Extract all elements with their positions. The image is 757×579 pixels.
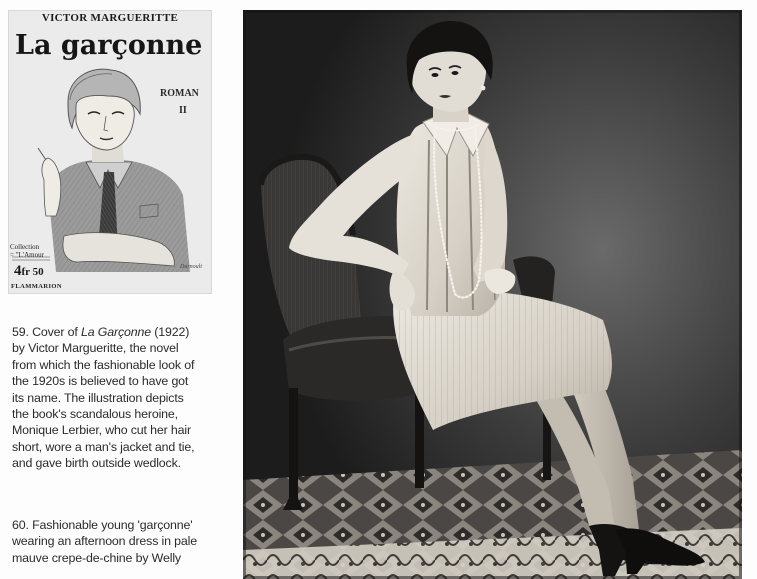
caption-60-line: wearing an afternoon dress in pale (12, 534, 198, 549)
cover-price-fraction: fr 50 (21, 266, 44, 278)
cover-title: La garçonne (15, 30, 203, 61)
caption-59-line: from which the fashionable look of (12, 357, 195, 372)
caption-59-line: by Victor Margueritte, the novel (12, 341, 179, 356)
caption-59-line: Monique Lerbier, who cut her hair (12, 423, 191, 438)
caption-59-line: its name. The illustration depicts (12, 390, 184, 405)
photograph-illustration (243, 10, 742, 579)
book-cover-image (8, 10, 212, 294)
caption-59-line (12, 324, 238, 340)
cover-illustrator-signature: Durnoult (180, 264, 203, 270)
cover-price-main: 4 (14, 263, 22, 279)
cover-publisher: FLAMMARION (11, 283, 62, 290)
caption-59-lead: 59. Cover of (12, 325, 78, 339)
caption-59-line: short, wore a man's jacket and tie, (12, 439, 195, 454)
cover-price (14, 263, 44, 280)
caption-59-year: (1922) (151, 325, 190, 339)
cover-genre: ROMAN (160, 88, 199, 99)
cover-collection-line-2: = "L'Amour (10, 251, 44, 259)
caption-59-line: the 1920s is believed to have got (12, 374, 189, 389)
caption-figure-59 (12, 324, 238, 472)
cover-author-name: VICTOR MARGUERITTE (41, 12, 179, 24)
cover-volume-number: II (179, 105, 187, 116)
caption-figure-60 (12, 517, 238, 566)
caption-59-line: and gave birth outside wedlock. (12, 456, 181, 471)
caption-59-book-title: La Garçonne (81, 325, 151, 339)
caption-60-line: 60. Fashionable young 'garçonne' (12, 518, 193, 532)
photograph-garconne-seated (243, 10, 742, 579)
cover-collection-line-1: Collection (10, 243, 40, 251)
cover-collection-label (10, 243, 44, 259)
caption-60-line: mauve crepe-de-chine by Welly (12, 550, 181, 565)
caption-59-line: the book's scandalous heroine, (12, 407, 178, 422)
